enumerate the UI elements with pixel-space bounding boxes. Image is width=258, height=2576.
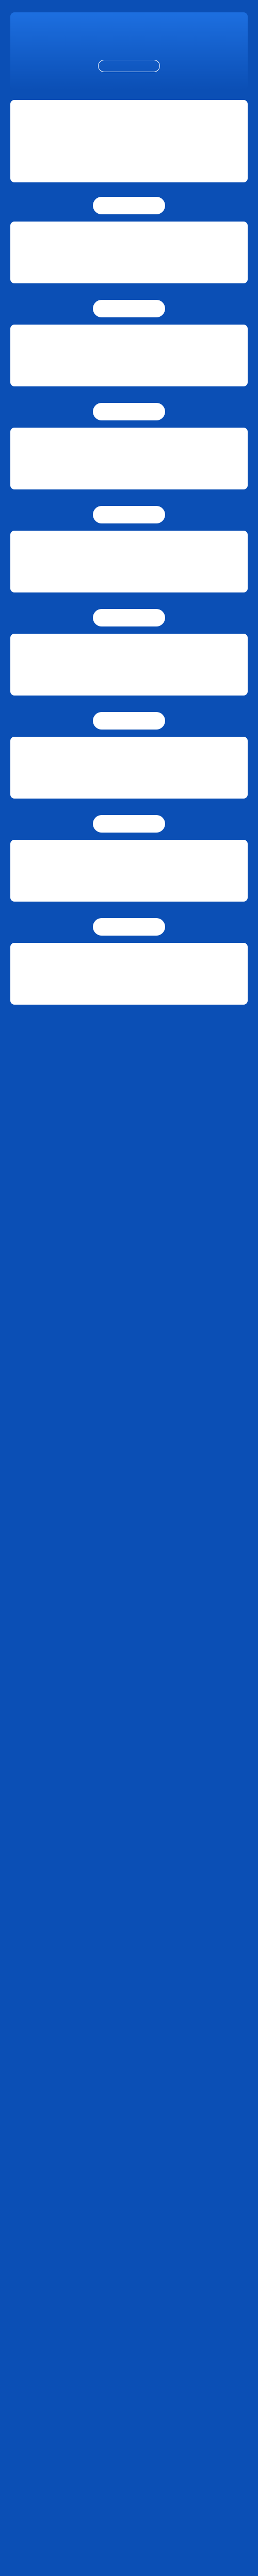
section-body [10,428,248,489]
section-header [10,300,248,317]
section-8 [10,918,248,1005]
section-5 [10,609,248,696]
section-body [10,943,248,1005]
section-header [10,712,248,730]
section-title [93,918,165,936]
section-body [10,222,248,283]
section-header [10,609,248,626]
section-body [10,325,248,386]
section-body [10,634,248,696]
section-body [10,737,248,799]
section-4 [10,506,248,592]
section-title [93,506,165,523]
section-6 [10,712,248,799]
section-1 [10,197,248,283]
section-title [93,197,165,214]
section-title [93,609,165,626]
section-title [93,712,165,730]
section-title [93,300,165,317]
section-2 [10,300,248,386]
section-body [10,531,248,592]
page-subtitle [98,60,160,72]
section-header [10,403,248,420]
section-body [10,840,248,902]
section-title [93,403,165,420]
page-title [15,33,243,53]
section-header [10,918,248,936]
section-3 [10,403,248,489]
section-7 [10,815,248,902]
section-title [93,815,165,833]
section-header [10,197,248,214]
section-header [10,506,248,523]
intro-paragraph [10,100,248,182]
title-banner [10,12,248,90]
section-header [10,815,248,833]
